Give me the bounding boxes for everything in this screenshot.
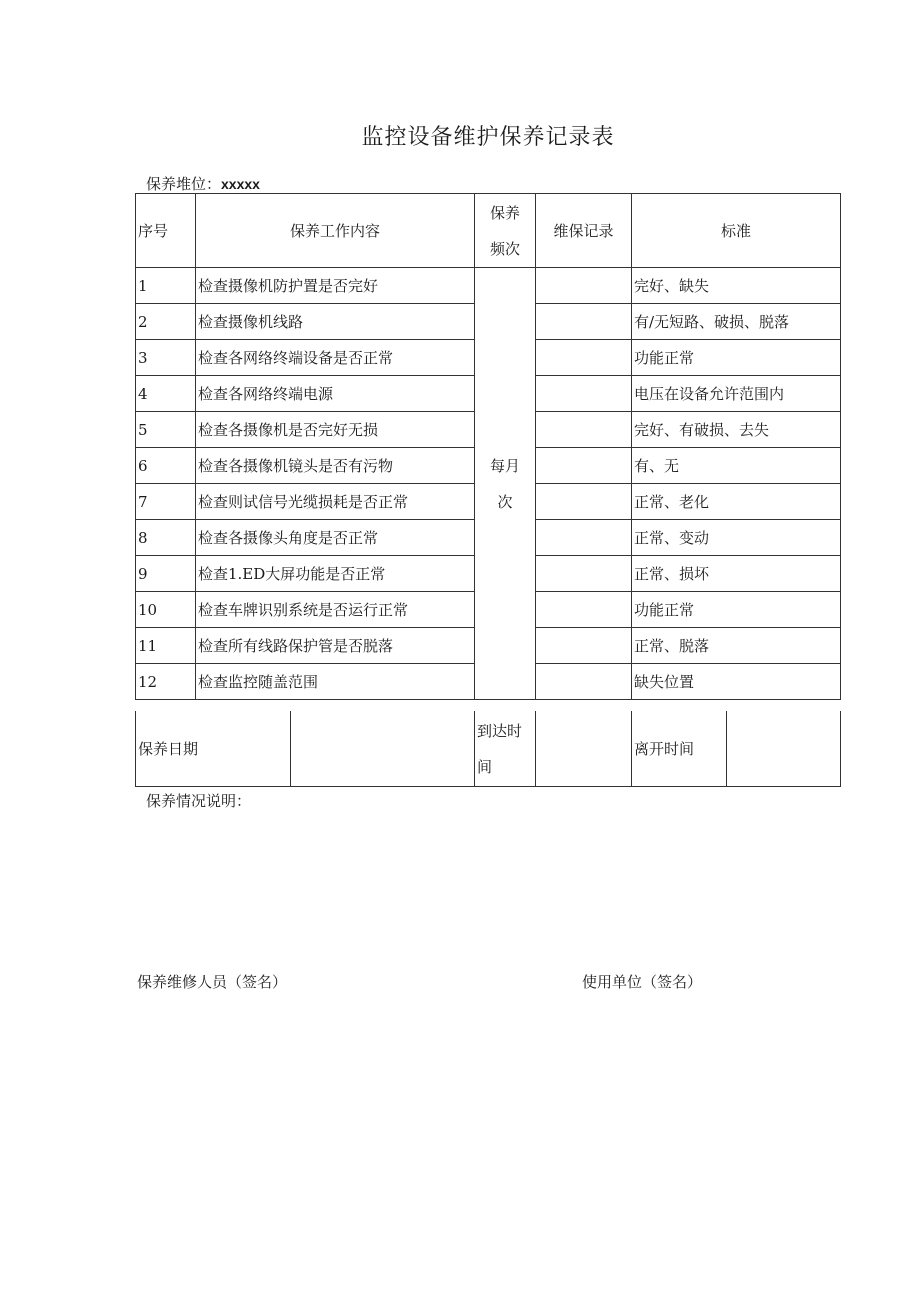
row-record-field[interactable]: [536, 592, 632, 628]
header-frequency: [475, 194, 536, 268]
row-index: 1: [136, 268, 196, 304]
leave-time-field[interactable]: [727, 711, 841, 787]
row-record-field[interactable]: [536, 484, 632, 520]
arrive-time-field[interactable]: [536, 711, 632, 787]
row-standard: 正常、脱落: [632, 628, 841, 664]
row-record-field[interactable]: [536, 556, 632, 592]
row-standard: 电压在设备允许范围内: [632, 376, 841, 412]
row-content: 检查监控随盖范围: [196, 664, 475, 700]
row-content: 检查各网络终端设备是否正常: [196, 340, 475, 376]
maintenance-table: [135, 193, 841, 700]
row-standard: 正常、损坏: [632, 556, 841, 592]
row-content: 检查车牌识别系统是否运行正常: [196, 592, 475, 628]
row-standard: 正常、变动: [632, 520, 841, 556]
row-content: 检查1.ED大屏功能是否正常: [196, 556, 475, 592]
row-content: 检查各摄像头角度是否正常: [196, 520, 475, 556]
unit-value: xxxxx: [221, 176, 260, 192]
header-record: 维保记录: [536, 194, 632, 268]
arrive-time-label-line2: 间: [477, 757, 493, 776]
table-header-row: [136, 194, 841, 268]
header-frequency-line2: 频次: [489, 239, 520, 258]
row-record-field[interactable]: [536, 520, 632, 556]
row-standard: 有/无短路、破损、脱落: [632, 304, 841, 340]
date-field[interactable]: [291, 711, 475, 787]
row-index: 2: [136, 304, 196, 340]
user-unit-signature-label: 使用单位（签名）: [582, 973, 703, 991]
row-content: 检查各网络终端电源: [196, 376, 475, 412]
row-standard: 完好、有破损、去失: [632, 412, 841, 448]
row-index: 4: [136, 376, 196, 412]
row-record-field[interactable]: [536, 268, 632, 304]
row-record-field[interactable]: [536, 664, 632, 700]
row-index: 11: [136, 628, 196, 664]
row-record-field[interactable]: [536, 412, 632, 448]
maintenance-unit: [146, 173, 260, 194]
header-index: 序号: [136, 194, 196, 268]
table-row: [136, 268, 841, 304]
row-record-field[interactable]: [536, 448, 632, 484]
row-record-field[interactable]: [536, 340, 632, 376]
arrive-time-label: [475, 711, 536, 787]
row-content: 检查各摄像机镜头是否有污物: [196, 448, 475, 484]
row-index: 3: [136, 340, 196, 376]
row-index: 5: [136, 412, 196, 448]
row-content: 检查各摄像机是否完好无损: [196, 412, 475, 448]
page-title: 监控设备维护保养记录表: [361, 125, 615, 150]
leave-time-label: 离开时间: [632, 711, 727, 787]
row-standard: 缺失位置: [632, 664, 841, 700]
row-standard: 功能正常: [632, 340, 841, 376]
maintainer-signature-label: 保养维修人员（签名）: [137, 973, 288, 991]
row-record-field[interactable]: [536, 304, 632, 340]
header-frequency-line1: 保养: [489, 203, 520, 222]
header-content: 保养工作内容: [196, 194, 475, 268]
row-record-field[interactable]: [536, 376, 632, 412]
row-content: 检查摄像机防护置是否完好: [196, 268, 475, 304]
row-standard: 完好、缺失: [632, 268, 841, 304]
arrive-time-label-line1: 到达时: [477, 721, 523, 740]
row-index: 10: [136, 592, 196, 628]
row-standard: 功能正常: [632, 592, 841, 628]
frequency-line2: 次: [497, 492, 513, 511]
row-standard: 有、无: [632, 448, 841, 484]
row-index: 12: [136, 664, 196, 700]
maintenance-notes-label: 保养情况说明：: [146, 792, 252, 810]
row-index: 6: [136, 448, 196, 484]
frequency-line1: 每月: [489, 456, 520, 475]
header-standard: 标准: [632, 194, 841, 268]
date-label: 保养日期: [136, 711, 291, 787]
footer-table: [135, 711, 841, 787]
row-index: 8: [136, 520, 196, 556]
row-record-field[interactable]: [536, 628, 632, 664]
row-index: 7: [136, 484, 196, 520]
row-content: 检查所有线路保护管是否脱落: [196, 628, 475, 664]
unit-label: 保养堆位：: [146, 175, 222, 193]
row-content: 检查则试信号光缆损耗是否正常: [196, 484, 475, 520]
footer-row: [136, 711, 841, 787]
row-standard: 正常、老化: [632, 484, 841, 520]
row-index: 9: [136, 556, 196, 592]
row-content: 检查摄像机线路: [196, 304, 475, 340]
row-frequency: [475, 268, 536, 700]
